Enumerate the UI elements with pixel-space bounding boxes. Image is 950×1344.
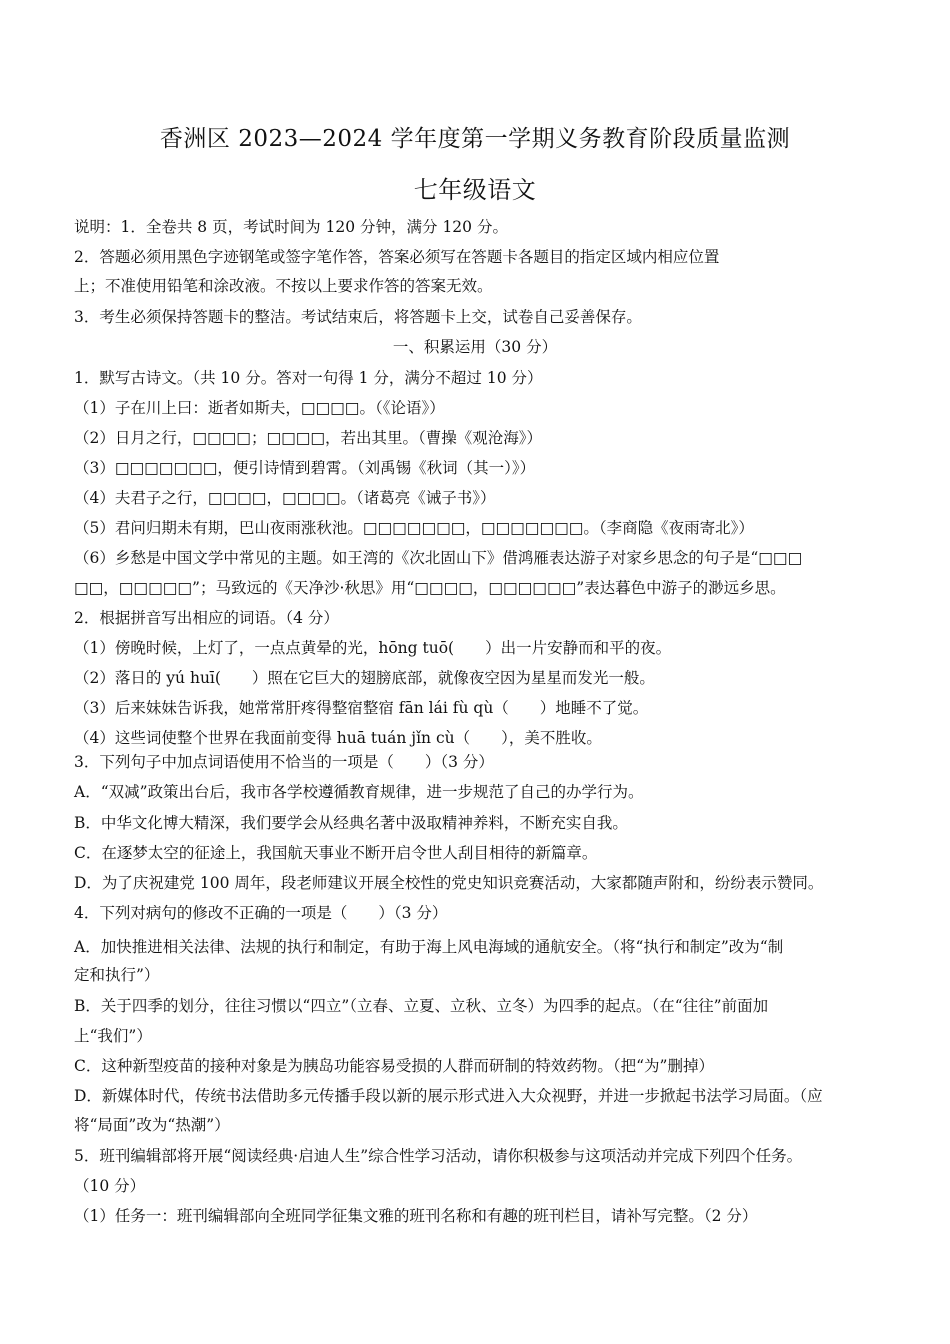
- option-b: B．中华文化博大精深，我们要学会从经典名著中汲取精神养料，不断充实自我。: [74, 814, 628, 832]
- question-item: （1）任务一：班刊编辑部向全班同学征集文雅的班刊名称和有趣的班刊栏目，请补写完整。（2 分）: [74, 1207, 758, 1225]
- question-stem-cont: （10 分）: [74, 1177, 146, 1195]
- option-d-cont: 将“局面”改为“热潮”）: [74, 1116, 230, 1134]
- question-stem: 1．默写古诗文。（共 10 分。答对一句得 1 分，满分不超过 10 分）: [74, 369, 543, 387]
- question-stem: 5．班刊编辑部将开展“阅读经典·启迪人生”综合性学习活动，请你积极参与这项活动并完成下列四个任务。: [74, 1147, 803, 1165]
- option-d: D．为了庆祝建党 100 周年，段老师建议开展全校性的党史知识竞赛活动，大家都随声附和，纷纷表示赞同。: [74, 874, 824, 892]
- question-stem: 2．根据拼音写出相应的词语。（4 分）: [74, 609, 339, 627]
- question-item: （1）傍晚时候，上灯了，一点点黄晕的光，hōng tuō( ）出一片安静而和平的夜。: [74, 639, 672, 657]
- question-item: （6）乡愁是中国文学中常见的主题。如王湾的《次北固山下》借鸿雁表达游子对家乡思念的句子是“□□□: [74, 549, 803, 567]
- question-item: （1）子在川上曰：逝者如斯夫，□□□□。（《论语》）: [74, 399, 445, 417]
- instruction-line: 上；不准使用铅笔和涂改液。不按以上要求作答的答案无效。: [74, 277, 493, 295]
- instruction-line: 2．答题必须用黑色字迹钢笔或签字笔作答，答案必须写在答题卡各题目的指定区域内相应位置: [74, 248, 720, 266]
- exam-title: 香洲区 2023—2024 学年度第一学期义务教育阶段质量监测: [159, 126, 791, 152]
- question-item: （3）□□□□□□□，便引诗情到碧霄。（刘禹锡《秋词（其一）》）: [74, 459, 536, 477]
- option-d: D．新媒体时代，传统书法借助多元传播手段以新的展示形式进入大众视野，并进一步掀起书法学习局面。（应: [74, 1087, 823, 1105]
- instruction-line: 说明：1．全卷共 8 页，考试时间为 120 分钟，满分 120 分。: [74, 218, 508, 236]
- option-c: C．在逐梦太空的征途上，我国航天事业不断开启令世人刮目相待的新篇章。: [74, 844, 598, 862]
- option-a: A．加快推进相关法律、法规的执行和制定，有助于海上风电海域的通航安全。（将“执行和制定”改为“制: [74, 938, 784, 956]
- option-a-cont: 定和执行”）: [74, 966, 160, 984]
- question-item: （4）夫君子之行，□□□□，□□□□。（诸葛亮《诫子书》）: [74, 489, 496, 507]
- option-b-cont: 上“我们”）: [74, 1027, 152, 1045]
- section-heading: 一、积累运用（30 分）: [392, 338, 558, 356]
- question-item: （5）君问归期未有期，巴山夜雨涨秋池。□□□□□□□，□□□□□□□。（李商隐《夜雨寄北》）: [74, 519, 754, 537]
- option-a: A．“双减”政策出台后，我市各学校遵循教育规律，进一步规范了自己的办学行为。: [74, 783, 644, 801]
- option-c: C．这种新型疫苗的接种对象是为胰岛功能容易受损的人群而研制的特效药物。（把“为”删掉）: [74, 1057, 714, 1075]
- question-item: □□，□□□□□”；马致远的《天净沙·秋思》用“□□□□，□□□□□□”表达暮色中游子的渺远乡思。: [74, 579, 786, 597]
- question-item: （2）日月之行，□□□□；□□□□，若出其里。（曹操《观沧海》）: [74, 429, 543, 447]
- exam-subtitle: 七年级语文: [413, 176, 537, 204]
- question-item: （4）这些词使整个世界在我面前变得 huā tuán jǐn cù（ ），美不胜收。: [74, 729, 602, 747]
- question-stem: 3．下列句子中加点词语使用不恰当的一项是（ ）（3 分）: [74, 753, 494, 771]
- instruction-line: 3．考生必须保持答题卡的整洁。考试结束后，将答题卡上交，试卷自己妥善保存。: [74, 308, 642, 326]
- question-item: （3）后来妹妹告诉我，她常常肝疼得整宿整宿 fān lái fù qù（ ）地睡不了觉。: [74, 699, 649, 717]
- question-item: （2）落日的 yú huī( ）照在它巨大的翅膀底部，就像夜空因为星星而发光一般。: [74, 669, 655, 687]
- question-stem: 4．下列对病句的修改不正确的一项是（ ）（3 分）: [74, 904, 448, 922]
- option-b: B．关于四季的划分，往往习惯以“四立”（立春、立夏、立秋、立冬）为四季的起点。（在“往往”前面加: [74, 997, 769, 1015]
